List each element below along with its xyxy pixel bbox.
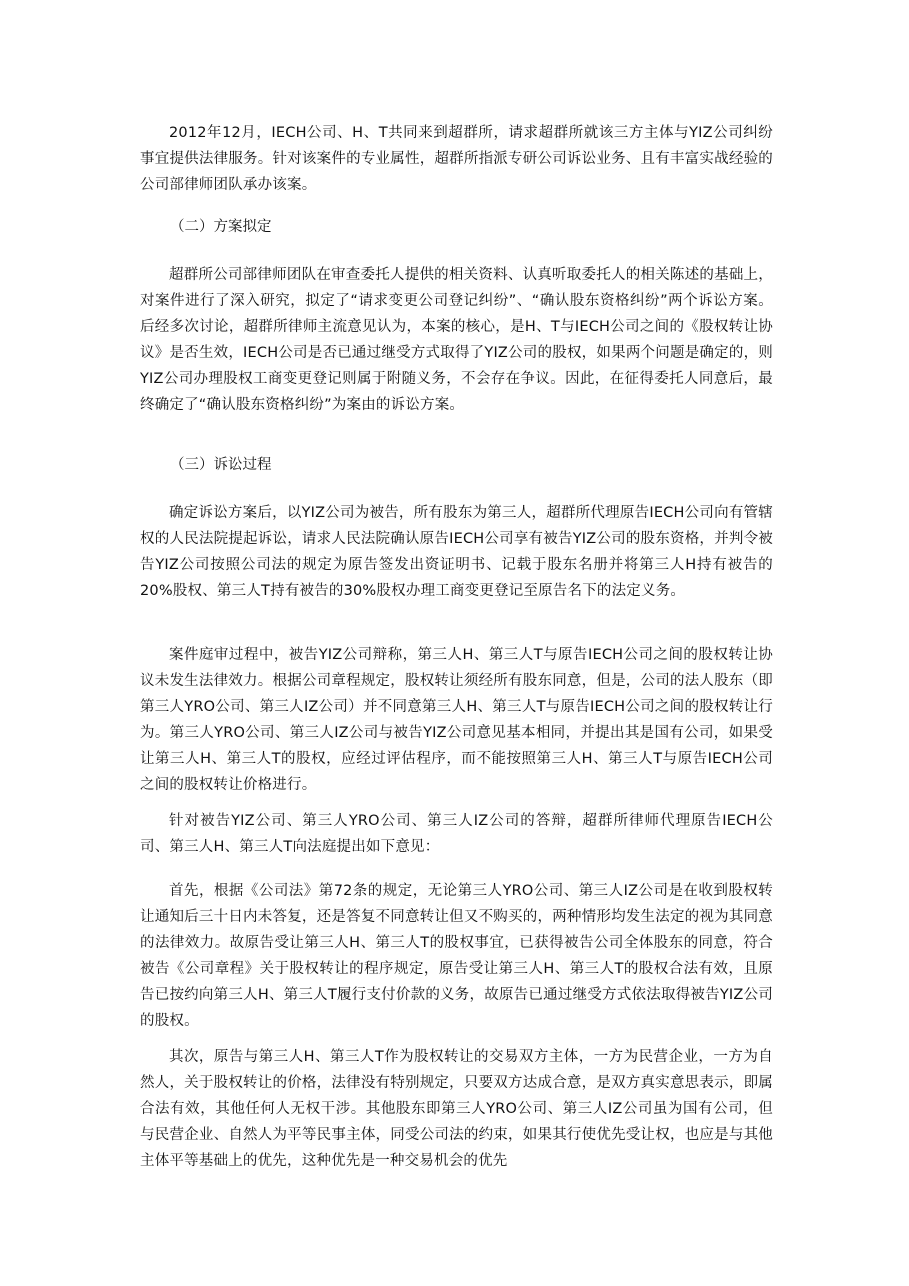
- paragraph-filing: 确定诉讼方案后，以YIZ公司为被告，所有股东为第三人，超群所代理原告IECH公司向有管辖权的人民法院提起诉讼，请求人民法院确认原告IECH公司享有被告YIZ公司的股东资格，并判令被告YIZ公司按照公司法的规定为原告签发出资证明书、记载于股东名册并将第三人H持有被告的20%股权、第三人T持有被告的30%股权办理工商变更登记至原告名下的法定义务。: [140, 505, 773, 599]
- paragraph-plan: 超群所公司部律师团队在审查委托人提供的相关资料、认真听取委托人的相关陈述的基础上，对案件进行了深入研究，拟定了“请求变更公司登记纠纷”、“确认股东资格纠纷”两个诉讼方案。后经多次讨论，超群所律师主流意见认为，本案的核心，是H、T与IECH公司之间的《股权转让协议》是否生效，IECH公司是否已通过继受方式取得了YIZ公司的股权，如果两个问题是确定的，则YIZ公司办理股权工商变更登记则属于附随义务，不会存在争议。因此，在征得委托人同意后，最终确定了“确认股东资格纠纷”为案由的诉讼方案。: [140, 267, 773, 413]
- paragraph-response-intro: 针对被告YIZ公司、第三人YRO公司、第三人IZ公司的答辩，超群所律师代理原告IECH公司、第三人H、第三人T向法庭提出如下意见：: [140, 813, 773, 855]
- paragraph-intro: 2012年12月，IECH公司、H、T共同来到超群所，请求超群所就该三方主体与YIZ公司纠纷事宜提供法律服务。针对该案件的专业属性，超群所指派专研公司诉讼业务、且有丰富实战经验的公司部律师团队承办该案。: [140, 125, 773, 193]
- section-heading-plan: （二）方案拟定: [170, 219, 272, 235]
- section-heading-process: （三）诉讼过程: [170, 457, 272, 473]
- paragraph-second-argument: 其次，原告与第三人H、第三人T作为股权转让的交易双方主体，一方为民营企业，一方为自然人，关于股权转让的价格，法律没有特别规定，只要双方达成合意，是双方真实意思表示，即属合法有效，其他任何人无权干涉。其他股东即第三人YRO公司、第三人IZ公司虽为国有公司，但与民营企业、自然人为平等民事主体，同受公司法的约束，如果其行使优先受让权，也应是与其他主体平等基础上的优先，这种优先是一种交易机会的优先: [140, 1049, 773, 1169]
- paragraph-defense: 案件庭审过程中，被告YIZ公司辩称，第三人H、第三人T与原告IECH公司之间的股权转让协议未发生法律效力。根据公司章程规定，股权转让须经所有股东同意，但是，公司的法人股东（即第三人YRO公司、第三人IZ公司）并不同意第三人H、第三人T与原告IECH公司之间的股权转让行为。第三人YRO公司、第三人IZ公司与被告YIZ公司意见基本相同，并提出其是国有公司，如果受让第三人H、第三人T的股权，应经过评估程序，而不能按照第三人H、第三人T与原告IECH公司之间的股权转让价格进行。: [140, 647, 773, 793]
- paragraph-first-argument: 首先，根据《公司法》第72条的规定，无论第三人YRO公司、第三人IZ公司是在收到股权转让通知后三十日内未答复，还是答复不同意转让但又不购买的，两种情形均发生法定的视为其同意的法律效力。故原告受让第三人H、第三人T的股权事宜，已获得被告公司全体股东的同意，符合被告《公司章程》关于股权转让的程序规定，原告受让第三人H、第三人T的股权合法有效，且原告已按约向第三人H、第三人T履行支付价款的义务，故原告已通过继受方式依法取得被告YIZ公司的股权。: [140, 883, 773, 1029]
